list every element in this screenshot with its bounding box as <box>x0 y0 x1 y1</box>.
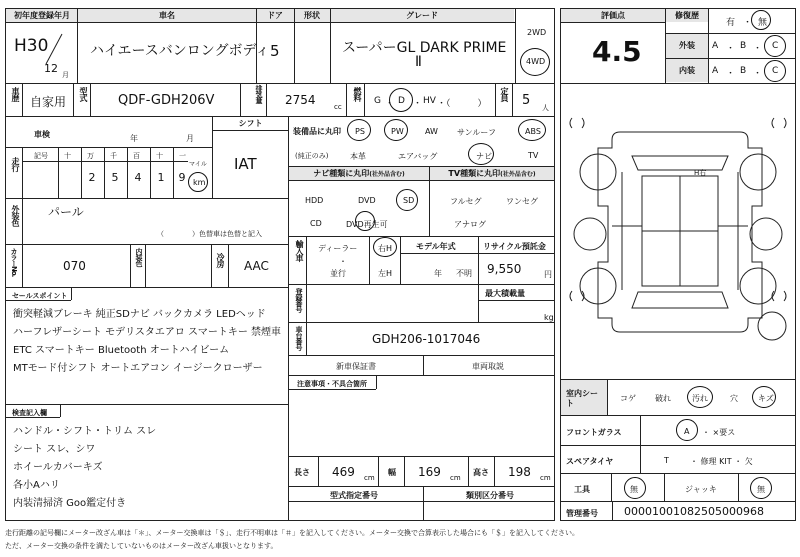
equip-ps: PS <box>355 127 365 136</box>
height-label: 高さ <box>473 468 489 477</box>
model-year-year: 年 <box>434 269 442 278</box>
equip-navi-circle <box>468 143 494 165</box>
color-label: 外装色 <box>11 205 20 226</box>
color-no-label: カラーNo. <box>10 248 18 277</box>
fuel-d: D <box>398 96 405 106</box>
fuel-label: 燃料 <box>353 87 362 101</box>
navi-sub: (社外品含む) <box>369 171 405 178</box>
model-year-unknown: 不明 <box>456 269 472 278</box>
cap-unit: 人 <box>542 104 549 112</box>
notes-label: 注意事項・不具合箇所 <box>297 380 367 388</box>
fuel-paren: ・（ ） <box>437 99 487 109</box>
height-unit: cm <box>540 474 551 482</box>
fuel-dot1: ・ <box>385 99 395 109</box>
km-circle <box>188 172 208 192</box>
disp-unit: cc <box>334 103 342 111</box>
import-left: 左H <box>378 269 393 278</box>
car-diagram <box>562 86 794 376</box>
tv-label: TV種類に丸印 <box>448 169 501 178</box>
sales-points-label: セールスポイント <box>12 292 68 300</box>
class-label: 類別区分番号 <box>466 491 514 500</box>
mileage-digit-1: 5 <box>111 171 119 184</box>
drive-4wd-circle <box>520 48 550 76</box>
inspector-line-4: 内装清掃済 Goo鑑定付き <box>13 498 127 509</box>
import-right: 右H <box>378 244 393 253</box>
grade-header: グレード <box>330 9 514 22</box>
mileage-head-0: 十 <box>64 152 71 160</box>
width-unit: cm <box>450 474 461 482</box>
equip-leather: 本革 <box>350 152 366 161</box>
recycle-unit: 円 <box>544 270 552 279</box>
ext-c-circle <box>764 35 786 57</box>
windshield-a-circle <box>676 419 698 441</box>
fuel-g: G <box>374 96 381 106</box>
inspection-year: 年 <box>130 134 138 143</box>
mileage-head-3: 百 <box>133 152 140 160</box>
first-reg-era: H30 <box>14 36 49 56</box>
color-value: パール <box>48 205 84 219</box>
drive-4wd: 4WD <box>526 57 546 66</box>
equip-navi: ナビ <box>476 152 492 161</box>
score-header: 評価点 <box>561 9 665 22</box>
tools-label: 工具 <box>574 485 590 494</box>
navi-dvd-play-circle <box>355 211 375 231</box>
int-c-circle <box>764 60 786 82</box>
equip-aw: AW <box>425 127 438 136</box>
disp-label: 排気量 <box>255 85 263 103</box>
load-unit: kg <box>544 313 554 322</box>
mileage-digit-0: 2 <box>88 171 96 184</box>
inspector-line-2: ホイールカバーキズ <box>13 462 103 473</box>
seat-kizu: キズ <box>758 394 774 403</box>
grade-line1: スーパーGL DARK PRIME <box>342 40 507 56</box>
import-dot: ・ <box>339 257 347 266</box>
width-value: 169 <box>418 465 441 479</box>
jack-label: ジャッキ <box>685 485 717 494</box>
doors-value: 5 <box>270 42 280 60</box>
footer-line-1: ただ、メーター交換の条件を満たしていないものはメーター改ざん車扱いとなります。 <box>5 542 278 550</box>
inspector-line-0: ハンドル・シフト・トリム スレ <box>13 426 157 437</box>
fuel-dot2: ・ <box>413 99 423 109</box>
equip-pw-circle <box>384 119 408 141</box>
inspector-label: 検査記入欄 <box>12 409 47 417</box>
int-a: A <box>712 66 719 76</box>
mileage-unit-mile: マイル <box>189 161 207 168</box>
windshield-a: A <box>684 427 690 436</box>
seat-kizu-circle <box>752 386 776 408</box>
inspector-line-1: シート スレ、シワ <box>13 444 96 455</box>
navi-hdd: HDD <box>305 196 324 205</box>
mileage-head-4: 十 <box>156 152 163 160</box>
repair-header: 修復歴 <box>666 9 708 22</box>
ext-b: B <box>740 41 747 51</box>
car-name-header: 車名 <box>78 9 256 22</box>
tv-sub: (社外品含む) <box>500 171 536 178</box>
ext-dot1: ・ <box>726 44 736 54</box>
recycle-value: 9,550 <box>487 262 522 276</box>
tv-header <box>430 167 554 180</box>
spare-t: T <box>664 456 669 465</box>
shape-header: 形状 <box>294 9 330 22</box>
score-value: 4.5 <box>592 35 642 68</box>
spare-note: ・ 修理 KIT ・ 欠 <box>690 457 753 466</box>
ac-label: 冷房 <box>216 253 225 267</box>
chassis-value: GDH206-1017046 <box>372 332 481 346</box>
fuel-hv: HV <box>423 96 436 106</box>
reg-label: 登録番号 <box>295 288 303 312</box>
navi-header <box>289 167 429 180</box>
month-unit: 月 <box>62 71 69 79</box>
import-label: 輸入車 <box>295 240 304 261</box>
mileage-digit-3: 1 <box>157 171 165 184</box>
inspection-month: 月 <box>186 134 194 143</box>
navi-sd-circle <box>396 189 418 211</box>
first-reg-header: 初年度登録年月 <box>6 9 78 22</box>
repair-dot: ・ <box>743 18 753 28</box>
mgmt-value: 000010010825050009​68 <box>624 505 764 518</box>
repair-no: 無 <box>758 18 768 28</box>
seat-yogore-circle <box>687 386 713 408</box>
tv-one: ワンセグ <box>506 197 538 206</box>
ext-a: A <box>712 41 719 51</box>
tools-none: 無 <box>630 485 638 494</box>
width-label: 幅 <box>388 468 396 477</box>
mileage-head-1: 万 <box>87 152 94 160</box>
mileage-heads <box>58 149 198 161</box>
mileage-head-2: 千 <box>110 152 117 160</box>
equip-pw: PW <box>391 127 404 136</box>
drive-2wd: 2WD <box>527 28 547 37</box>
tv-full: フルセグ <box>450 197 482 206</box>
seat-yogore: 汚れ <box>692 394 708 403</box>
seat-koge: コゲ <box>620 394 636 403</box>
equip-airbag: エアバッグ <box>398 152 438 161</box>
exterior-header: 外装 <box>666 34 708 58</box>
model-label: 型式 <box>79 87 88 101</box>
use-label: 車歴 <box>11 87 20 101</box>
car-name-value: ハイエースバンロングボディ <box>90 43 270 59</box>
cap-value: 5 <box>522 93 531 108</box>
navi-label: ナビ種類に丸印 <box>313 169 370 178</box>
load-label: 最大積載量 <box>485 289 525 298</box>
equip-ps-circle <box>347 119 371 141</box>
model-year-label: モデル年式 <box>416 242 456 251</box>
spare-label: スペアタイヤ <box>566 457 614 466</box>
inspector-line-3: 各小Aハリ <box>13 480 60 491</box>
import-parallel: 並行 <box>330 269 346 278</box>
inspection-label: 車検 <box>34 130 50 139</box>
int-dot1: ・ <box>726 69 736 79</box>
jack-none: 無 <box>757 485 765 494</box>
int-b: B <box>740 66 747 76</box>
equipment-sub: (純正のみ) <box>295 152 329 160</box>
tools-none-circle <box>624 477 646 499</box>
import-right-circle <box>373 237 397 257</box>
disp-value: 2754 <box>285 93 316 107</box>
mileage-unit-km: km <box>193 178 206 187</box>
import-dealer: ディーラー <box>318 244 358 253</box>
warranty-label: 新車保証書 <box>336 362 376 371</box>
mileage-head-5: 一 <box>179 152 186 160</box>
navi-dvd-play: DVD再生可 <box>346 220 388 229</box>
interior-header: 内装 <box>666 59 708 82</box>
use-value: 自家用 <box>30 95 67 109</box>
equip-abs-circle <box>518 119 546 141</box>
seat-label: 室内シート <box>566 389 598 408</box>
equip-abs: ABS <box>525 127 541 136</box>
sales-line-0: 衝突軽減ブレーキ 純正SDナビ バックカメラ LEDヘッド <box>13 309 266 320</box>
color-note: （ ）色替車は色替と記入 <box>157 230 262 238</box>
type-label: 型式指定番号 <box>330 491 378 500</box>
color-no-value: 070 <box>63 259 86 273</box>
windshield-label: フロントガラス <box>566 428 622 437</box>
mileage-sym-label: 記号 <box>34 152 48 160</box>
int-color-label: 内装色 <box>135 248 143 266</box>
mileage-label: 走行 <box>11 157 20 171</box>
navi-dvd: DVD <box>358 196 376 205</box>
repair-yes: 有 <box>726 18 736 28</box>
first-reg-month: 12 <box>44 62 58 75</box>
recycle-label: リサイクル預託金 <box>483 242 546 251</box>
windshield-note: ・ ×要ス <box>702 428 736 437</box>
repair-no-circle <box>751 10 771 30</box>
int-c: C <box>772 66 779 76</box>
ext-c: C <box>772 41 779 51</box>
manual-label: 車両取説 <box>472 362 504 371</box>
jack-none-circle <box>750 477 772 499</box>
length-value: 469 <box>332 465 355 479</box>
equipment-label: 装備品に丸印 <box>293 127 341 136</box>
mgmt-label: 管理番号 <box>566 509 598 518</box>
door-header: ドア <box>256 9 294 22</box>
ac-value: AAC <box>244 259 269 273</box>
int-dot2: ・ <box>753 69 763 79</box>
mileage-digit-2: 4 <box>134 171 142 184</box>
shift-header: シフト <box>238 119 263 128</box>
seat-ana: 穴 <box>730 394 738 403</box>
equip-sunroof: サンルーフ <box>457 128 496 137</box>
ext-dot2: ・ <box>753 44 763 54</box>
chassis-label: 車台番号 <box>295 326 303 350</box>
navi-cd: CD <box>310 219 322 228</box>
mileage-digit-4: 9 <box>178 171 186 184</box>
grade-line2: Ⅱ <box>415 54 422 70</box>
length-label: 長さ <box>294 468 310 477</box>
navi-sd: SD <box>403 196 415 205</box>
diagram-note: H右 <box>694 169 707 177</box>
footer-line-0: 走行距離の記号欄にメーター改ざん車は「＊」、メーター交換車は「＄」、走行不明車は「＃」を記入してください。メーター交換で合算表示した場合にも「＄」を記入してください。 <box>5 529 579 537</box>
sales-line-2: ETC スマートキー Bluetooth オートハイビーム <box>13 345 230 356</box>
height-value: 198 <box>508 465 531 479</box>
length-unit: cm <box>364 474 375 482</box>
model-value: QDF-GDH206V <box>118 93 215 108</box>
divider-slash <box>44 32 64 66</box>
cap-label: 定員 <box>500 87 509 101</box>
seat-yabure: 破れ <box>655 394 671 403</box>
sales-line-1: ハーフレザーシート モデリスタエアロ スマートキー 禁煙車 <box>13 327 282 338</box>
fuel-d-circle <box>389 88 413 112</box>
equip-tv: TV <box>528 151 539 160</box>
shift-value: IAT <box>234 155 257 173</box>
tv-analog: アナログ <box>454 220 486 229</box>
sales-line-3: MTモード付シフト オートエアコン イージークローザー <box>13 363 263 374</box>
